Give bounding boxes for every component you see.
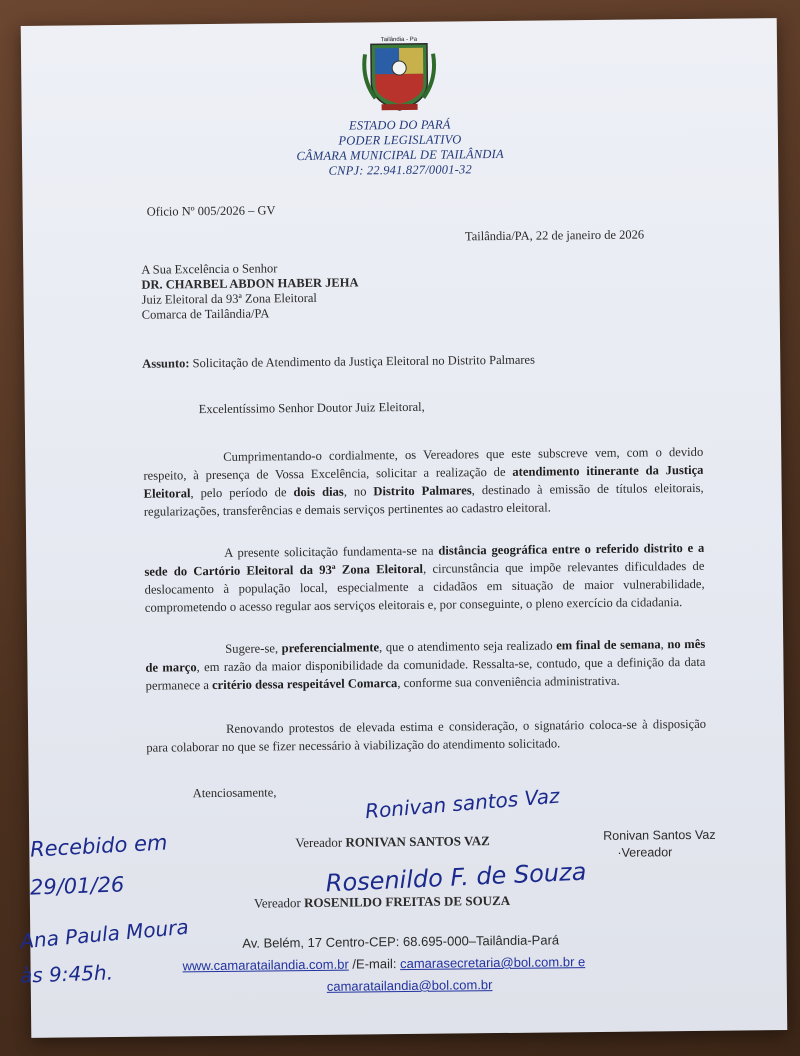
letter-sheet — [21, 18, 788, 1038]
header-chamber: CÂMARA MUNICIPAL DE TAILÂNDIA — [296, 146, 504, 164]
p3-text-c: , que o atendimento seja realizado — [379, 638, 557, 655]
receipt-note-line-2: 29/01/26 — [29, 872, 125, 900]
letterhead — [22, 114, 779, 182]
receipt-note-line-4: às 9:45h. — [19, 960, 114, 988]
p1-text-c: , pelo período de — [190, 485, 294, 501]
greeting: Excelentíssimo Senhor Doutor Juiz Eleitoral, — [198, 399, 425, 417]
signature-2-name: ROSENILDO FREITAS DE SOUZA — [304, 892, 511, 911]
date-line: Tailândia/PA, 22 de janeiro de 2026 — [464, 227, 645, 244]
signature-2-title: Vereador — [253, 895, 301, 911]
paragraph-2 — [144, 539, 705, 617]
municipal-crest-logo — [361, 34, 438, 115]
p3-text-e: , — [660, 637, 668, 652]
subject-line — [142, 353, 535, 372]
receipt-note-line-1: Recebido em — [29, 830, 168, 862]
signature-1-line — [295, 833, 490, 851]
header-cnpj: CNPJ: 22.941.827/0001-32 — [328, 162, 472, 178]
crest-top-text: Tailândia - Pa — [380, 36, 418, 44]
header-state: ESTADO DO PARÁ — [348, 117, 451, 133]
office-number: Oficio Nº 005/2026 – GV — [146, 203, 276, 219]
recipient-name: DR. CHARBEL ABDON HABER JEHA — [141, 275, 359, 292]
recipient-block — [141, 260, 359, 322]
p2-text-a: A presente solicitação fundamenta-se na — [224, 543, 439, 560]
p1-bold-d: dois dias — [293, 484, 344, 500]
recipient-salutation: A Sua Excelência o Senhor — [141, 261, 278, 277]
councilor-stamp — [603, 827, 716, 862]
header-power: PODER LEGISLATIVO — [338, 132, 462, 148]
recipient-place: Comarca de Tailândia/PA — [141, 306, 270, 322]
signature-2-handwritten: Rosenildo F. de Souza — [325, 857, 587, 898]
p3-bold-f: no mês de março — [145, 636, 706, 675]
footer-address: Av. Belém, 17 Centro-CEP: 68.695-000–Tailândia-Pará — [242, 932, 560, 951]
p2-bold-b: distância geográfica entre o referido distrito e a sede do Cartório Eleitoral da 93ª Zona Eleitoral — [144, 540, 705, 579]
p3-bold-b: preferencialmente — [281, 640, 380, 656]
p2-text-c: , circunstância que impõe relevantes dificuldades de deslocamento à população local, especialmente a cidadãos em situação de maior vulnerabilidade, comprometendo o acesso regular aos serviços eleitorais e, por conseguinte, o pleno exercício da cidadania. — [144, 558, 705, 615]
p3-bold-h: critério dessa respeitável Comarca — [211, 676, 398, 693]
receipt-note-line-3: Ana Paula Moura — [19, 914, 190, 954]
p3-bold-d: em final de semana — [556, 637, 661, 653]
recipient-role: Juiz Eleitoral da 93ª Zona Eleitoral — [141, 290, 317, 307]
subject-label: Assunto: — [142, 356, 190, 371]
signature-1-handwritten: Ronivan santos Vaz — [364, 783, 561, 824]
signature-2-line — [254, 893, 510, 912]
stamp-name: Ronivan Santos Vaz — [603, 827, 716, 843]
p1-bold-b: atendimento itinerante da Justiça Eleitoral — [143, 462, 704, 501]
p3-text-i: , conforme sua conveniência administrativa. — [397, 673, 620, 691]
footer-email-2-link[interactable]: camaratailandia@bol.com.br — [326, 977, 493, 994]
stamp-title: ·Vereador — [617, 845, 673, 860]
p1-text-a: Cumprimentando-o cordialmente, os Vereadores que este subscreve vem, com o devido respeito, à presença de Vossa Excelência, solicitar a realização de — [143, 444, 704, 483]
p3-text-g: , em razão da maior disponibilidade da comunidade. Ressalta-se, contudo, que a definição da data permanece a — [145, 654, 706, 693]
signature-1-title: Vereador — [295, 834, 343, 851]
subject-text: Solicitação de Atendimento da Justiça Eleitoral no Distrito Palmares — [192, 352, 535, 371]
p1-text-e: , no — [343, 484, 374, 499]
footer-email-2-row — [327, 977, 493, 994]
footer-email-1-link[interactable]: camarasecretaria@bol.com.br e — [399, 954, 586, 972]
paragraph-3 — [145, 635, 706, 695]
signature-1-name: RONIVAN SANTOS VAZ — [345, 833, 490, 850]
paragraph-4: Renovando protestos de elevada estima e consideração, o signatário coloca-se à disposição para colaborar no que se fizer necessário à viabilização do atendimento solicitado. — [146, 716, 707, 755]
paragraph-1 — [143, 443, 704, 521]
closing: Atenciosamente, — [192, 785, 277, 801]
footer-email-label: /E-mail: — [348, 956, 401, 972]
p3-text-a: Sugere-se, — [225, 641, 282, 656]
footer-website-link[interactable]: www.camaratailandia.com.br — [182, 956, 349, 974]
p1-bold-f: Distrito Palmares — [373, 483, 472, 499]
p1-text-g: , destinado à emissão de títulos eleitorais, regularizações, transferências e demais serviços pertinentes ao cadastro eleitoral. — [143, 480, 704, 519]
footer-contacts — [182, 954, 585, 973]
